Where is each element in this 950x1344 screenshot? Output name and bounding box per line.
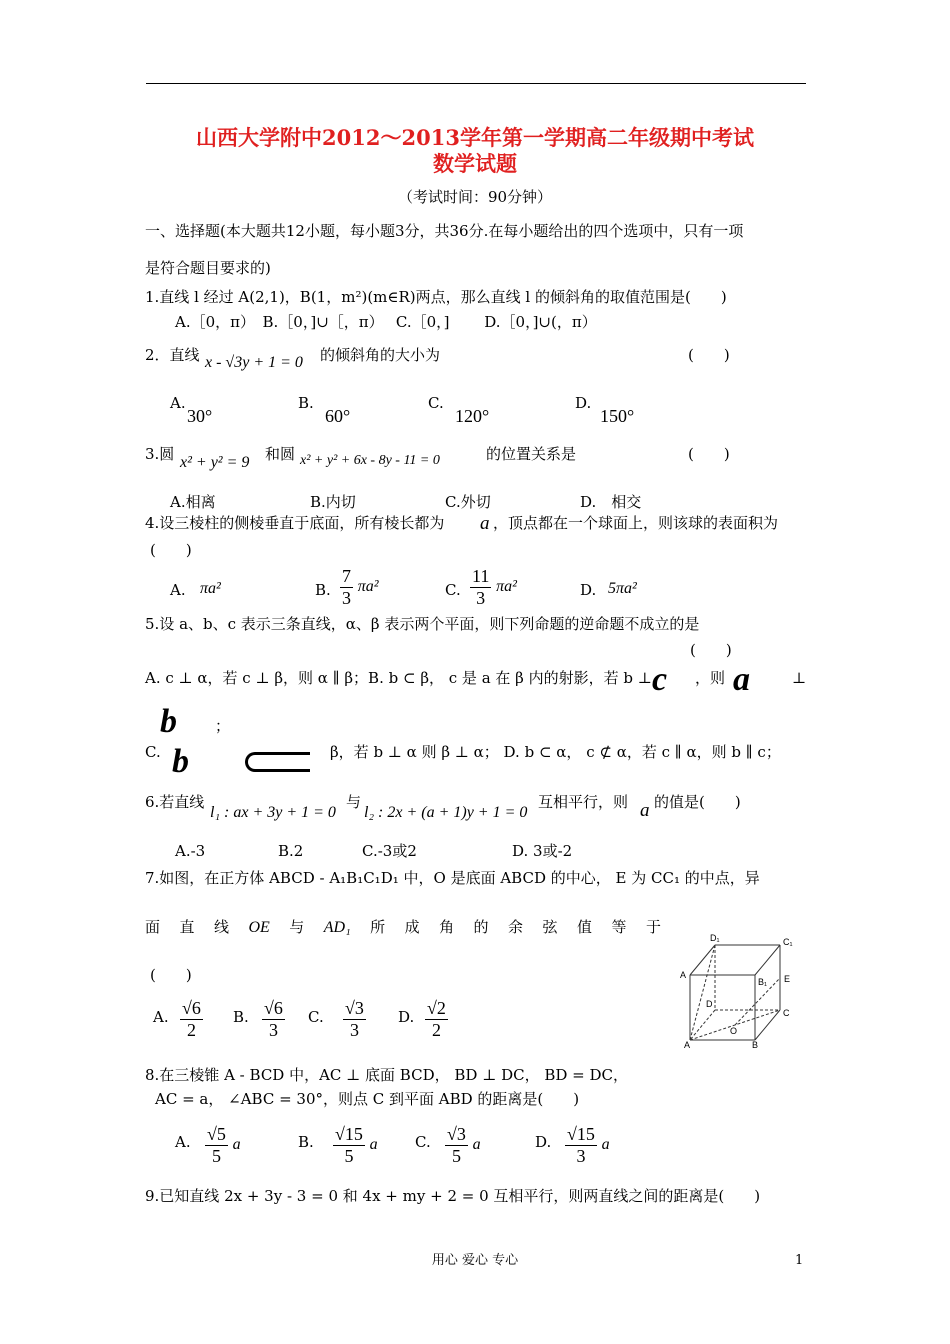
q7-word: 与 xyxy=(289,918,305,936)
cube-edge xyxy=(755,945,780,975)
q2-suffix: 的倾斜角的大小为 xyxy=(320,346,441,364)
title-line-2: 数学试题 xyxy=(433,151,517,176)
q7-line-2 xyxy=(145,918,661,937)
q5-perp: ⊥ xyxy=(792,669,807,687)
q7-line-1: 7.如图，在正方体 ABCD - A₁B₁C₁D₁ 中，O 是底面 ABCD 的中心， E 为 CC₁ 的中点，异 xyxy=(145,869,760,887)
q8-value-d xyxy=(565,1124,610,1166)
q7-word: 的 xyxy=(473,918,489,936)
q7-word: 所 xyxy=(370,918,386,936)
label-a1: A xyxy=(680,970,687,980)
q7-label-b: B. xyxy=(233,1008,249,1026)
q7-a-den: 2 xyxy=(186,1019,196,1040)
q3-circle-2: x² + y² + 6x - 8y - 11 = 0 xyxy=(300,453,440,468)
q3-option-c: C.外切 xyxy=(445,493,491,511)
q7-word: 面 xyxy=(145,918,161,936)
q4-label-c: C. xyxy=(445,581,461,599)
q4-b-tail: πa² xyxy=(357,578,379,596)
q5-big-c: c xyxy=(652,661,668,698)
q4-value-c xyxy=(470,566,517,608)
q2-value-a: 30° xyxy=(187,406,213,426)
q6-option-d: D. 3或-2 xyxy=(512,842,573,860)
q4-b-denominator: 3 xyxy=(342,587,351,608)
q6-option-b: B.2 xyxy=(278,842,304,860)
q6-option-c: C.-3或2 xyxy=(362,842,417,860)
header-rule xyxy=(146,83,806,84)
q7-word: OE xyxy=(248,919,270,936)
q3-option-a: A.相离 xyxy=(170,493,216,511)
page-number: 1 xyxy=(795,1253,804,1268)
q7-value-b xyxy=(262,998,285,1040)
q2-prefix: 2．直线 xyxy=(145,346,200,364)
footer-motto: 用心 爱心 专心 xyxy=(431,1253,519,1268)
label-a: A xyxy=(684,1040,691,1050)
q8-d-den: 3 xyxy=(576,1145,586,1166)
label-d1: D₁ xyxy=(710,933,720,943)
q5-answer-paren: ( ) xyxy=(690,641,732,659)
q2-label-a: A. xyxy=(170,394,186,412)
label-c: C xyxy=(783,1008,790,1018)
q5-line-c-big-b: b xyxy=(172,743,189,780)
q3-circle-1: x² + y² = 9 xyxy=(180,454,250,471)
title-line-1: 山西大学附中2012～2013学年第一学期高二年级期中考试 xyxy=(196,125,754,150)
q4-value-b xyxy=(340,566,379,608)
q8-c-tail: a xyxy=(472,1136,481,1154)
q3-prefix: 3.圆 xyxy=(145,445,175,463)
q8-line-1: 8.在三棱锥 A - BCD 中，AC ⊥ 底面 BCD， BD ⊥ DC， BD = DC， xyxy=(145,1066,629,1084)
q8-line-2: AC = a， ∠ABC = 30°，则点 C 到平面 ABD 的距离是( ) xyxy=(155,1090,580,1108)
q5-big-b: b xyxy=(160,703,177,740)
q4-value-d: 5πa² xyxy=(608,580,637,597)
q9-line: 9.已知直线 2x + 3y - 3 = 0 和 4x + my + 2 = 0 互相平行，则两直线之间的距离是( ) xyxy=(145,1187,761,1205)
q7-word: 成 xyxy=(404,918,420,936)
q7-label-a: A. xyxy=(153,1008,169,1026)
q6-line-1: l₁ : ax + 3y + 1 = 0 xyxy=(210,804,336,821)
q5-stem: 5.设 a、b、c 表示三条直线，α、β 表示两个平面，则下列命题的逆命题不成立的是 xyxy=(145,615,700,633)
q7-word: 弦 xyxy=(542,918,558,936)
q8-d-tail: a xyxy=(601,1136,610,1154)
q7-word: 于 xyxy=(645,918,661,936)
q8-label-c: C. xyxy=(415,1133,431,1151)
label-b1: B₁ xyxy=(758,977,768,987)
q4-stem-b: ，顶点都在一个球面上，则该球的表面积为 xyxy=(493,514,779,532)
q2-label-b: B. xyxy=(298,394,314,412)
q8-a-num: √5 xyxy=(207,1124,226,1144)
q5-line-a: A. c ⊥ α，若 c ⊥ β，则 α ∥ β；B. b ⊂ β， c 是 a 在 β 内的射影，若 b ⊥ xyxy=(145,669,652,687)
q4-c-denominator: 3 xyxy=(476,587,486,608)
q8-a-den: 5 xyxy=(211,1145,221,1166)
q1-options: A.［0，π） B.［0，]∪［，π） C.［0，] D.［0，]∪(，π） xyxy=(175,313,597,331)
q8-value-c xyxy=(445,1124,481,1166)
label-b: B xyxy=(752,1040,759,1050)
q2-answer-paren: ( ) xyxy=(688,346,730,364)
q4-answer-paren: ( ) xyxy=(150,541,192,559)
q7-value-c xyxy=(343,998,366,1040)
q5-then: ，则 xyxy=(695,669,726,687)
q4-b-numerator: 7 xyxy=(342,566,351,586)
q8-value-a xyxy=(205,1124,241,1166)
q7-word: 值 xyxy=(577,918,593,936)
q8-label-a: A. xyxy=(175,1133,191,1151)
q7-word: 直 xyxy=(179,918,195,936)
q2-value-b: 60° xyxy=(325,406,351,426)
q4-label-b: B. xyxy=(315,581,331,599)
label-e: E xyxy=(784,974,791,984)
q8-value-b xyxy=(333,1124,378,1166)
q3-option-d: D. 相交 xyxy=(580,493,642,511)
q6-option-a: A.-3 xyxy=(175,842,206,860)
q8-b-tail: a xyxy=(369,1136,378,1154)
subset-symbol xyxy=(245,752,310,772)
q8-a-tail: a xyxy=(232,1136,241,1154)
q7-b-den: 3 xyxy=(268,1019,278,1040)
q7-word: 余 xyxy=(508,918,524,936)
q8-c-den: 5 xyxy=(451,1145,461,1166)
q4-c-tail: πa² xyxy=(496,578,517,596)
q7-d-den: 2 xyxy=(431,1019,441,1040)
q2-equation: x - √3y + 1 = 0 xyxy=(205,354,303,371)
q7-c-num: √3 xyxy=(345,998,364,1018)
q5-line-c-label: C. xyxy=(145,743,161,761)
q6-suffix: 互相平行，则 xyxy=(538,793,629,811)
q4-label-a: A. xyxy=(170,581,186,599)
section-heading-line-2: 是符合题目要求的) xyxy=(145,259,271,277)
q2-label-c: C. xyxy=(428,394,444,412)
section-heading-line-1: 一、选择题(本大题共12小题，每小题3分，共36分.在每小题给出的四个选项中，只有一项 xyxy=(145,222,744,240)
q7-word: 线 xyxy=(213,918,229,936)
q2-value-d: 150° xyxy=(600,406,635,426)
label-d: D xyxy=(706,999,713,1009)
q8-b-den: 5 xyxy=(344,1145,354,1166)
q5-big-a: a xyxy=(733,661,750,698)
q4-value-a: πa² xyxy=(200,580,221,597)
q2-value-c: 120° xyxy=(455,406,490,426)
q7-word: AD₁ xyxy=(323,919,351,936)
q6-prefix: 6.若直线 xyxy=(145,793,205,811)
q4-label-d: D. xyxy=(580,581,597,599)
q3-mid: 和圆 xyxy=(265,445,296,463)
q7-value-a xyxy=(180,998,203,1040)
q7-c-den: 3 xyxy=(349,1019,359,1040)
cube-figure xyxy=(670,930,810,1050)
q8-label-d: D. xyxy=(535,1133,552,1151)
q7-label-c: C. xyxy=(308,1008,324,1026)
q6-var-a: a xyxy=(640,800,650,821)
q7-a-num: √6 xyxy=(182,998,201,1018)
q3-answer-paren: ( ) xyxy=(688,445,730,463)
q4-c-numerator: 11 xyxy=(472,566,490,586)
q8-c-num: √3 xyxy=(447,1124,466,1144)
q6-line-2: l₂ : 2x + (a + 1)y + 1 = 0 xyxy=(364,804,528,821)
q2-label-d: D. xyxy=(575,394,592,412)
q1-stem: 1.直线 l 经过 A(2,1)，B(1，m²)(m∈R)两点，那么直线 l 的倾斜角的取值范围是( ) xyxy=(145,288,727,306)
q8-label-b: B. xyxy=(298,1133,314,1151)
q8-b-num: √15 xyxy=(335,1124,363,1144)
q4-stem-a: 4.设三棱柱的侧棱垂直于底面，所有棱长都为 xyxy=(145,514,445,532)
q3-option-b: B.内切 xyxy=(310,493,356,511)
q6-tail: 的值是( ) xyxy=(654,793,741,811)
q8-d-num: √15 xyxy=(567,1124,595,1144)
q7-b-num: √6 xyxy=(264,998,283,1018)
q7-label-d: D. xyxy=(398,1008,415,1026)
label-c1: C₁ xyxy=(783,937,793,947)
q7-word: 等 xyxy=(611,918,627,936)
q7-answer-paren: ( ) xyxy=(150,966,192,984)
q4-var-a: a xyxy=(480,513,490,534)
exam-time: （考试时间：90分钟） xyxy=(397,188,553,206)
q7-word: 角 xyxy=(439,918,455,936)
q3-suffix: 的位置关系是 xyxy=(486,445,577,463)
q7-d-num: √2 xyxy=(427,998,446,1018)
q5-line-c-tail: β，若 b ⊥ α 则 β ⊥ α； D. b ⊂ α， c ⊄ α，若 c ∥ α，则 b ∥ c； xyxy=(330,743,781,761)
q6-mid: 与 xyxy=(346,793,362,811)
label-o: O xyxy=(730,1026,738,1036)
q5-semicolon: ； xyxy=(215,717,231,735)
q7-value-d xyxy=(425,998,448,1040)
